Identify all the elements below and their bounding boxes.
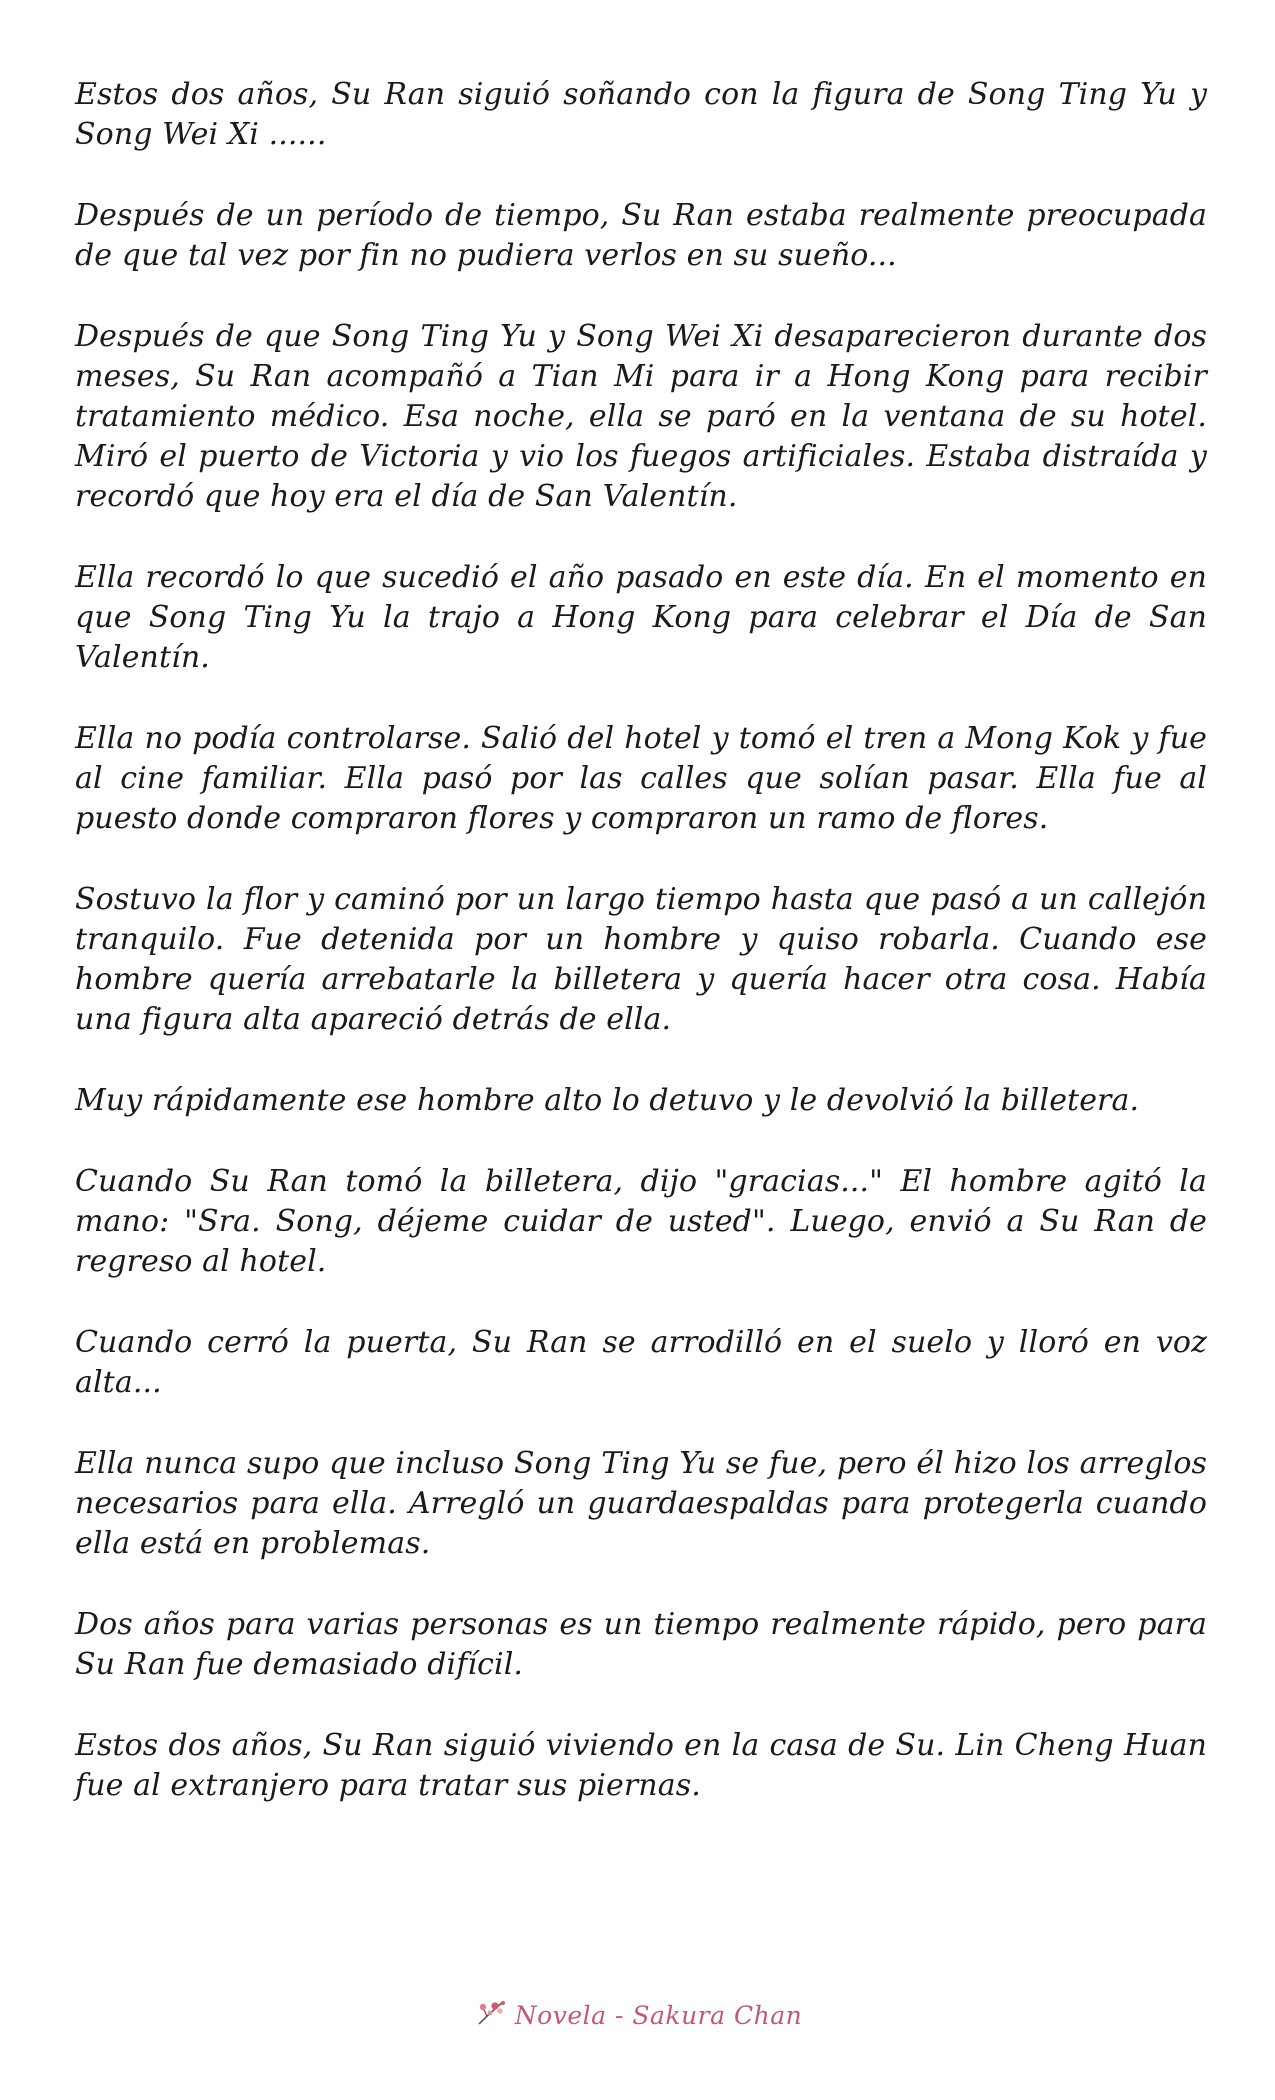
paragraph: Cuando cerró la puerta, Su Ran se arrodilló en el suelo y lloró en voz alta... — [75, 1325, 1207, 1400]
paragraph: Muy rápidamente ese hombre alto lo detuvo y le devolvió la billetera. — [75, 1083, 1140, 1118]
footer-label: Novela - Sakura Chan — [514, 2001, 803, 2030]
footer — [0, 1993, 1275, 2030]
sakura-blossom-icon — [473, 1994, 509, 2030]
paragraph: Estos dos años, Su Ran siguió soñando con la figura de Song Ting Yu y Song Wei Xi ...... — [75, 77, 1207, 152]
paragraph: Dos años para varias personas es un tiempo realmente rápido, pero para Su Ran fue demasiado difícil. — [75, 1607, 1207, 1682]
paragraph: Ella nunca supo que incluso Song Ting Yu se fue, pero él hizo los arreglos necesarios para ella. Arregló un guardaespaldas para protegerla cuando ella está en problemas. — [75, 1446, 1207, 1561]
paragraph: Después de un período de tiempo, Su Ran estaba realmente preocupada de que tal vez por fin no pudiera verlos en su sueño... — [75, 198, 1207, 273]
paragraph: Después de que Song Ting Yu y Song Wei Xi desaparecieron durante dos meses, Su Ran acompañó a Tian Mi para ir a Hong Kong para recibir tratamiento médico. Esa noche, ella se paró en la ventana de su hotel. Miró el puerto de Victoria y vio los fuegos artificiales. Estaba distraída y recordó que hoy era el día de San Valentín. — [75, 319, 1207, 514]
story-text — [75, 75, 1207, 1847]
paragraph: Sostuvo la flor y caminó por un largo tiempo hasta que pasó a un callejón tranquilo. Fue detenida por un hombre y quiso robarla. Cuando ese hombre quería arrebatarle la billetera y quería hacer otra cosa. Había una figura alta apareció detrás de ella. — [75, 882, 1207, 1037]
footer-watermark — [473, 1993, 802, 2030]
paragraph: Estos dos años, Su Ran siguió viviendo en la casa de Su. Lin Cheng Huan fue al extranjero para tratar sus piernas. — [75, 1728, 1207, 1803]
paragraph: Ella recordó lo que sucedió el año pasado en este día. En el momento en que Song Ting Yu la trajo a Hong Kong para celebrar el Día de San Valentín. — [75, 560, 1207, 675]
paragraph: Ella no podía controlarse. Salió del hotel y tomó el tren a Mong Kok y fue al cine familiar. Ella pasó por las calles que solían pasar. Ella fue al puesto donde compraron flores y compraron un ramo de flores. — [75, 721, 1207, 836]
paragraph: Cuando Su Ran tomó la billetera, dijo "gracias..." El hombre agitó la mano: "Sra. Song, déjeme cuidar de usted". Luego, envió a Su Ran de regreso al hotel. — [75, 1164, 1207, 1279]
